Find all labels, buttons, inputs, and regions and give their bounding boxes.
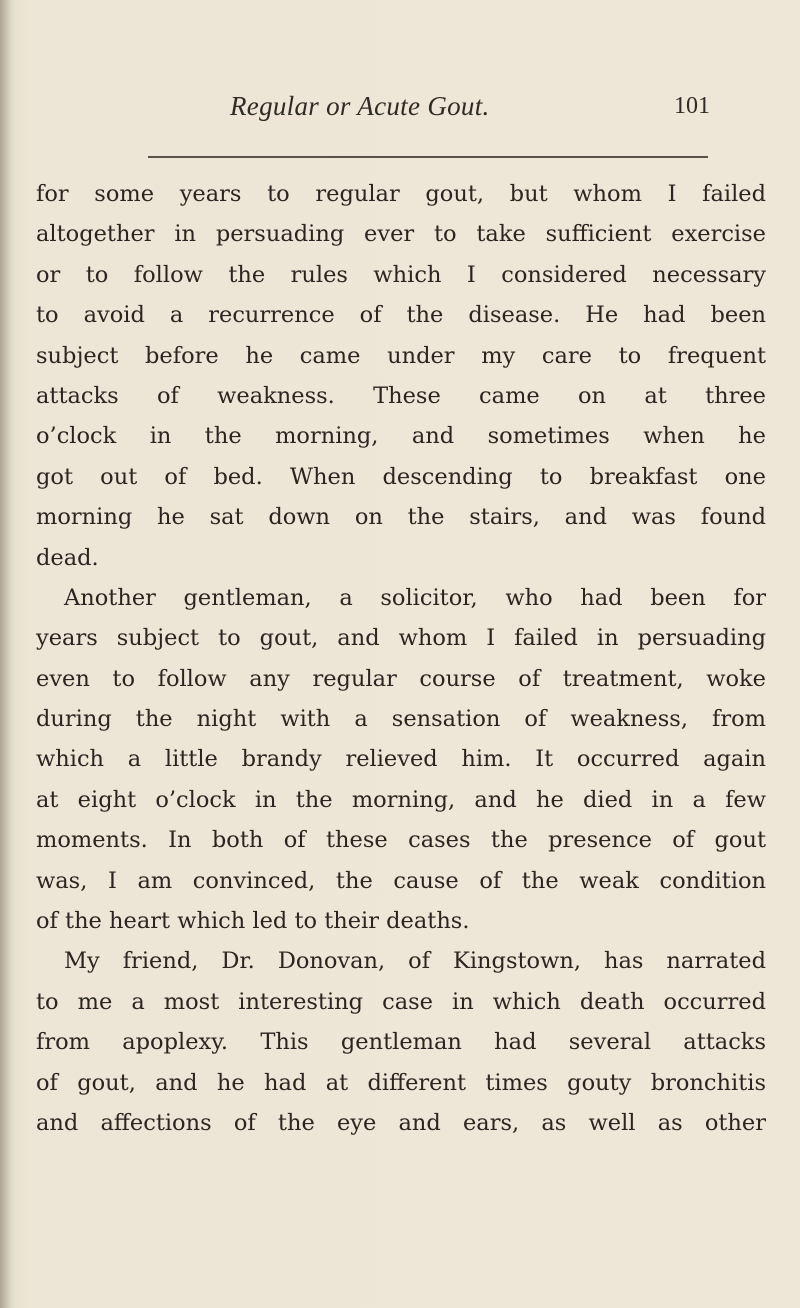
text-line: during the night with a sensation of weakness, from (36, 706, 766, 733)
text-line: of gout, and he had at different times gouty bronchitis (36, 1069, 766, 1096)
text-line: morning he sat down on the stairs, and was found (36, 504, 766, 531)
running-title: Regular or Acute Gout. (230, 91, 490, 121)
text-line: subject before he came under my care to frequent (36, 342, 766, 369)
text-line: at eight o’clock in the morning, and he died in a few (36, 786, 766, 813)
text-line: of the heart which led to their deaths. (36, 908, 470, 935)
text-line: moments. In both of these cases the presence of gout (36, 827, 766, 854)
text-line: o’clock in the morning, and sometimes when he (36, 423, 766, 450)
body-text (36, 174, 766, 1143)
text-line: to me a most interesting case in which death occurred (36, 988, 766, 1015)
text-line: got out of bed. When descending to breakfast one (36, 463, 766, 490)
text-line: years subject to gout, and whom I failed in persuading (36, 625, 766, 652)
text-line: or to follow the rules which I considered necessary (36, 261, 766, 288)
running-head (150, 91, 710, 131)
text-line: dead. (36, 544, 99, 571)
text-line: for some years to regular gout, but whom I failed (36, 181, 766, 207)
text-line: altogether in persuading ever to take sufficient exercise (36, 221, 766, 248)
text-line: even to follow any regular course of treatment, woke (36, 665, 766, 692)
text-line: which a little brandy relieved him. It occurred again (36, 746, 766, 773)
text-line: attacks of weakness. These came on at three (36, 382, 766, 409)
text-line: My friend, Dr. Donovan, of Kingstown, has narrated (64, 948, 766, 975)
page-number: 101 (674, 93, 710, 119)
text-line: and affections of the eye and ears, as well as other (36, 1109, 766, 1136)
text-line: from apoplexy. This gentleman had several attacks (36, 1029, 766, 1056)
text-line: Another gentleman, a solicitor, who had been for (64, 584, 766, 611)
gutter-shadow (0, 0, 14, 1308)
header-rule (148, 156, 708, 158)
text-line: was, I am convinced, the cause of the weak condition (36, 867, 766, 894)
text-line: to avoid a recurrence of the disease. He had been (36, 302, 766, 329)
